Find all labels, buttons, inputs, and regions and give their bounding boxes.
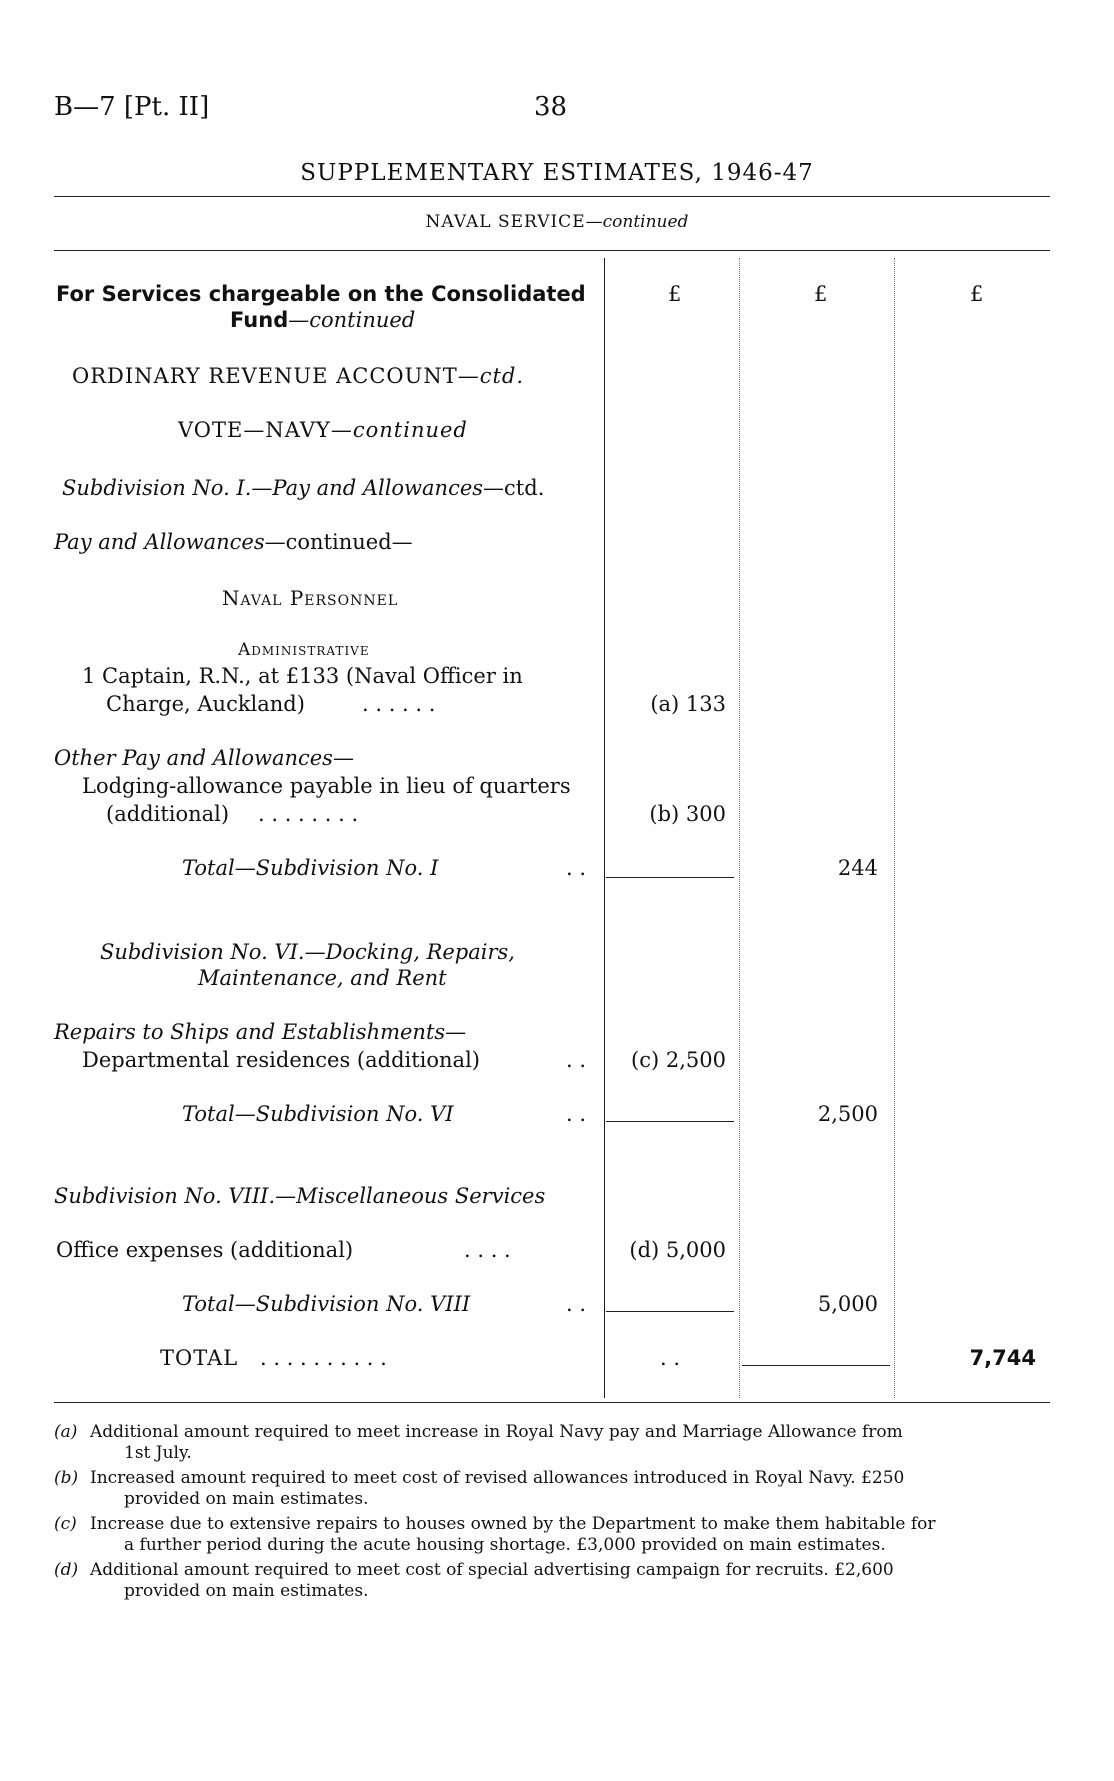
subdivision-6-heading-2: Maintenance, and Rent bbox=[198, 966, 447, 990]
administrative-heading: Administrative bbox=[238, 640, 370, 660]
office-expenses: Office expenses (additional) bbox=[56, 1238, 354, 1262]
page-title: SUPPLEMENTARY ESTIMATES, 1946-47 bbox=[300, 160, 814, 186]
footnote-c-line1: Increase due to extensive repairs to houses owned by the Department to make them habitable for bbox=[90, 1514, 936, 1534]
account-continued: —ctd. bbox=[457, 364, 525, 388]
services-heading: For Services chargeable on the Consolidated bbox=[56, 282, 586, 306]
table-bottom-rule bbox=[54, 1402, 1050, 1403]
vote-heading bbox=[178, 418, 468, 442]
captain-amount: (a) 133 bbox=[650, 692, 726, 716]
currency-symbol-col1: £ bbox=[668, 282, 682, 306]
total-subdivision-8-amount: 5,000 bbox=[817, 1292, 878, 1316]
fund-label: Fund bbox=[230, 308, 289, 332]
footnote-b-line2: provided on main estimates. bbox=[124, 1489, 369, 1509]
footnote-a-label: (a) bbox=[54, 1422, 78, 1442]
pay-allowances-label: Pay and Allowances bbox=[54, 530, 265, 554]
total-subdivision-1-label: Total—Subdivision No. I bbox=[182, 856, 439, 880]
page-number: 38 bbox=[534, 92, 568, 122]
total-6-rule bbox=[606, 1121, 734, 1122]
total-1-rule bbox=[606, 877, 734, 878]
footnote-d bbox=[54, 1560, 1050, 1602]
total-8-rule bbox=[606, 1311, 734, 1312]
captain-line-2: Charge, Auckland) bbox=[106, 692, 305, 716]
column-divider-2 bbox=[739, 258, 740, 1398]
total-subdivision-8-dots: . . bbox=[566, 1292, 587, 1316]
subdivision-1-label: Subdivision No. I.—Pay and Allowances bbox=[62, 476, 484, 500]
captain-leader-dots: . . . . . . bbox=[362, 692, 436, 716]
naval-personnel-heading: Naval Personnel bbox=[222, 586, 399, 610]
footnote-c-label: (c) bbox=[54, 1514, 77, 1534]
pay-allowances-continued: —continued— bbox=[264, 530, 413, 554]
departmental-leader-dots: . . bbox=[566, 1048, 587, 1072]
other-pay-heading: Other Pay and Allowances— bbox=[54, 746, 354, 770]
repairs-heading: Repairs to Ships and Establishments— bbox=[54, 1020, 467, 1044]
footnote-b bbox=[54, 1468, 1050, 1510]
footnote-d-line2: provided on main estimates. bbox=[124, 1581, 369, 1601]
departmental-amount: (c) 2,500 bbox=[631, 1048, 726, 1072]
account-heading bbox=[72, 364, 524, 388]
departmental-residences: Departmental residences (additional) bbox=[82, 1048, 480, 1072]
grand-total-label: TOTAL bbox=[160, 1346, 239, 1370]
footnote-d-label: (d) bbox=[54, 1560, 79, 1580]
lodging-line-2: (additional) bbox=[106, 802, 230, 826]
lodging-line-1: Lodging-allowance payable in lieu of quarters bbox=[82, 774, 571, 798]
total-subdivision-6-dots: . . bbox=[566, 1102, 587, 1126]
column-divider-1 bbox=[604, 258, 605, 1398]
vote-label: VOTE—NAVY bbox=[178, 418, 331, 442]
total-subdivision-8-label: Total—Subdivision No. VIII bbox=[182, 1292, 471, 1316]
footnote-a-line1: Additional amount required to meet increase in Royal Navy pay and Marriage Allowance from bbox=[90, 1422, 903, 1442]
lodging-amount: (b) 300 bbox=[649, 802, 726, 826]
grand-total-rule bbox=[742, 1365, 890, 1366]
grand-total-col1-dots: . . bbox=[660, 1346, 681, 1370]
document-reference: B—7 [Pt. II] bbox=[54, 92, 210, 122]
subtitle-main: NAVAL SERVICE bbox=[425, 212, 586, 232]
grand-total-amount: 7,744 bbox=[969, 1346, 1036, 1370]
footnote-c bbox=[54, 1514, 1050, 1556]
footnote-c-line2: a further period during the acute housing shortage. £3,000 provided on main estimates. bbox=[124, 1535, 886, 1555]
total-subdivision-6-label: Total—Subdivision No. VI bbox=[182, 1102, 454, 1126]
table-top-rule bbox=[54, 250, 1050, 251]
currency-symbol-col2: £ bbox=[814, 282, 828, 306]
subtitle-continued: —continued bbox=[585, 212, 689, 232]
pay-allowances-heading bbox=[54, 530, 413, 554]
total-subdivision-6-amount: 2,500 bbox=[817, 1102, 878, 1126]
account-label: ORDINARY REVENUE ACCOUNT bbox=[72, 364, 458, 388]
vote-continued: —continued bbox=[330, 418, 468, 442]
footnote-d-line1: Additional amount required to meet cost of special advertising campaign for recruits. £2,600 bbox=[90, 1560, 894, 1580]
subdivision-6-heading-1: Subdivision No. VI.—Docking, Repairs, bbox=[100, 940, 515, 964]
title-rule bbox=[54, 196, 1050, 197]
captain-line-1: 1 Captain, R.N., at £133 (Naval Officer in bbox=[82, 664, 523, 688]
footnote-b-label: (b) bbox=[54, 1468, 79, 1488]
section-subtitle bbox=[0, 212, 1114, 232]
column-divider-3 bbox=[894, 258, 895, 1398]
subdivision-1-continued: —ctd. bbox=[483, 476, 545, 500]
fund-continued: —continued bbox=[288, 308, 416, 332]
services-heading-line2 bbox=[230, 308, 415, 332]
currency-symbol-col3: £ bbox=[970, 282, 984, 306]
office-amount: (d) 5,000 bbox=[629, 1238, 726, 1262]
subdivision-1-heading bbox=[62, 476, 544, 500]
total-subdivision-1-dots: . . bbox=[566, 856, 587, 880]
footnote-b-line1: Increased amount required to meet cost of revised allowances introduced in Royal Navy. £250 bbox=[90, 1468, 905, 1488]
office-leader-dots: . . . . bbox=[464, 1238, 511, 1262]
subdivision-8-heading: Subdivision No. VIII.—Miscellaneous Services bbox=[54, 1184, 546, 1208]
footnote-a bbox=[54, 1422, 1050, 1464]
lodging-leader-dots: . . . . . . . . bbox=[258, 802, 359, 826]
grand-total-dots: . . . . . . . . . . bbox=[260, 1346, 387, 1370]
footnote-a-line2: 1st July. bbox=[124, 1443, 192, 1463]
total-subdivision-1-amount: 244 bbox=[837, 856, 878, 880]
